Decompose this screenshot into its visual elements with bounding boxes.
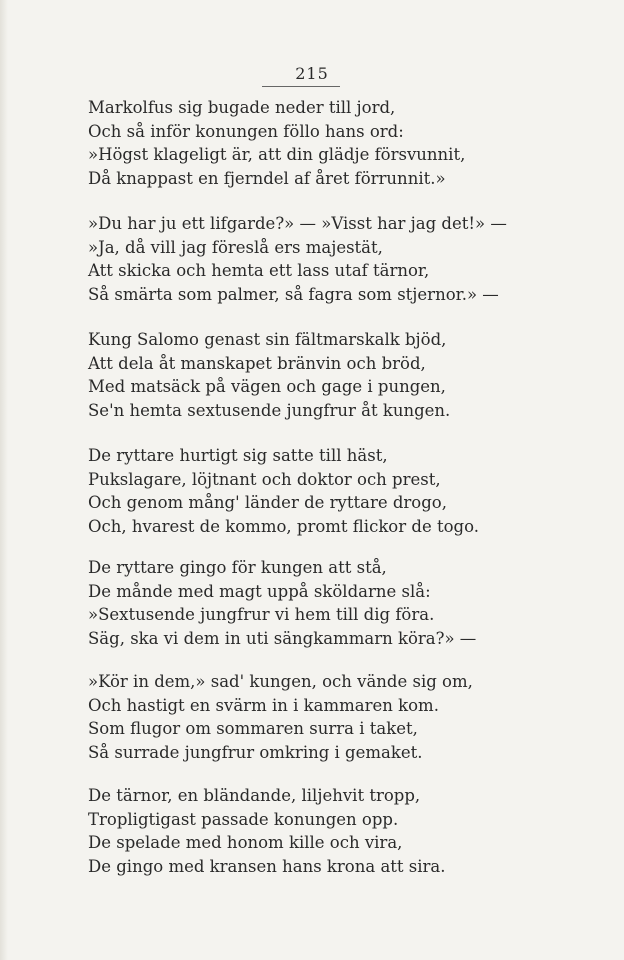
verse-line: De spelade med honom kille och vira, [88,833,403,852]
verse-line: »Du har ju ett lifgarde?» — »Visst har jag det!» — [88,214,507,233]
verse-line: De gingo med kransen hans krona att sira. [88,856,446,876]
stanza-3 [88,328,508,422]
verse-line: Pukslagare, löjtnant och doktor och prest, [88,469,441,489]
verse-line: Och hastigt en svärm in i kammaren kom. [88,695,439,715]
verse-line: »Sextusende jungfrur vi hem till dig föra. [88,605,435,624]
verse-line: Som flugor om sommaren surra i taket, [88,719,418,738]
verse-line: Och genom mång' länder de ryttare drogo, [88,493,447,512]
stanza-2 [88,212,508,306]
stanza-7 [88,784,508,878]
verse-line: Så smärta som palmer, så fagra som stjernor.» — [88,284,499,304]
stanza-6 [88,670,508,764]
stanza-4 [88,444,508,538]
verse-line: Att skicka och hemta ett lass utaf tärnor, [88,261,430,280]
stanza-1 [88,96,508,190]
stanza-5 [88,556,508,650]
verse-line: Med matsäck på vägen och gage i pungen, [88,377,446,396]
verse-line: De ryttare hurtigt sig satte till häst, [88,446,388,465]
verse-line: Se'n hemta sextusende jungfrur åt kungen. [88,400,451,420]
verse-line: »Ja, då vill jag föreslå ers majestät, [88,237,383,257]
page-number-rule [262,86,340,87]
verse-line: Säg, ska vi dem in uti sängkammarn köra?» — [88,628,477,648]
verse-line: Tropligtigast passade konungen opp. [88,809,399,829]
page-number: 215 [295,64,329,83]
verse-line: Och, hvarest de kommo, promt flickor de togo. [88,516,479,536]
page-edge-shadow [0,0,8,960]
verse-line: Markolfus sig bugade neder till jord, [88,98,396,117]
verse-line: Så surrade jungfrur omkring i gemaket. [88,742,423,762]
verse-line: Att dela åt manskapet bränvin och bröd, [88,353,426,373]
verse-line: Då knappast en fjerndel af året förrunnit.» [88,168,446,188]
verse-line: »Kör in dem,» sad' kungen, och vände sig om, [88,672,473,691]
verse-line: De månde med magt uppå sköldarne slå: [88,581,431,601]
verse-line: Kung Salomo genast sin fältmarskalk bjöd, [88,330,447,349]
verse-line: De ryttare gingo för kungen att stå, [88,558,387,577]
verse-line: De tärnor, en bländande, liljehvit tropp, [88,786,421,805]
verse-line: Och så inför konungen föllo hans ord: [88,121,404,141]
verse-line: »Högst klageligt är, att din glädje försvunnit, [88,145,466,164]
